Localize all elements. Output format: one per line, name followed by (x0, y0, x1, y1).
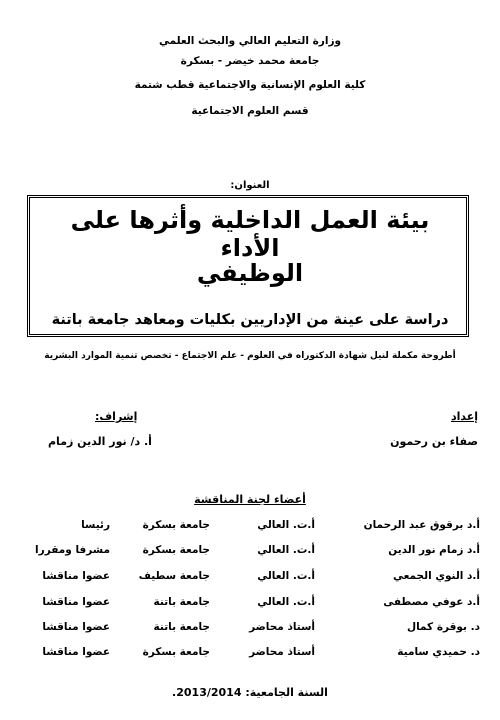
member-rank: أ.ت. العالي (257, 519, 315, 531)
member-rank: أ.ت. العالي (257, 570, 315, 582)
member-name: أ.د النوي الجمعي (392, 570, 480, 582)
member-role: عضوا مناقشا (42, 646, 110, 658)
member-rank: أستاذ محاضر (249, 646, 315, 658)
thesis-subtitle: دراسة على عينة من الإداريين بكليات ومعاهد جامعة باتنة (51, 312, 449, 328)
member-role: عضوا مناقشا (42, 621, 110, 633)
member-university: جامعة بسكرة (142, 519, 210, 531)
member-university: جامعة باتنة (153, 621, 210, 633)
member-name: أ.د برقوق عبد الرحمان (363, 519, 480, 531)
supervisor-name: أ. د/ نور الدين زمام (48, 435, 152, 448)
member-name: د. بوقرة كمال (406, 621, 480, 633)
member-role: رئيسا (81, 519, 110, 531)
member-name: د. حميدي سامية (397, 646, 480, 658)
member-role: عضوا مناقشا (42, 596, 110, 608)
member-name: أ.د عوفي مصطفى (383, 596, 480, 608)
member-rank: أستاذ محاضر (249, 621, 315, 633)
member-university: جامعة باتنة (153, 596, 210, 608)
ministry-line: وزارة التعليم العالي والبحث العلمي (158, 35, 342, 47)
title-label: العنوان: (230, 180, 270, 191)
academic-year: السنة الجامعية: 2013/2014. (172, 686, 328, 699)
member-name: أ.د زمام نور الدين (388, 544, 480, 556)
member-rank: أ.ت. العالي (257, 544, 315, 556)
member-rank: أ.ت. العالي (257, 596, 315, 608)
university-line: جامعة محمد خيضر - بسكرة (180, 55, 320, 67)
supervision-label: إشراف: (95, 410, 138, 423)
thesis-note: أطروحة مكملة لنيل شهادة الدكتوراه في العلوم - علم الاجتماع - تخصص تنمية الموارد البشرية (44, 351, 456, 361)
member-university: جامعة بسكرة (142, 544, 210, 556)
committee-label: أعضاء لجنة المناقشة (194, 493, 306, 506)
prepared-by-label: إعداد (450, 410, 478, 423)
member-university: جامعة بسكرة (142, 646, 210, 658)
member-role: مشرفا ومقررا (35, 544, 110, 556)
department-line: قسم العلوم الاجتماعية (191, 105, 309, 117)
thesis-title-line1: بيئة العمل الداخلية وأثرها على الأداء (70, 206, 430, 262)
member-role: عضوا مناقشا (42, 570, 110, 582)
faculty-line: كلية العلوم الإنسانية والاجتماعية قطب شتمة (134, 79, 366, 91)
thesis-title-line2: الوظيفي (196, 259, 304, 287)
member-university: جامعة سطيف (138, 570, 210, 582)
prepared-by-name: صفاء بن رحمون (390, 435, 478, 448)
